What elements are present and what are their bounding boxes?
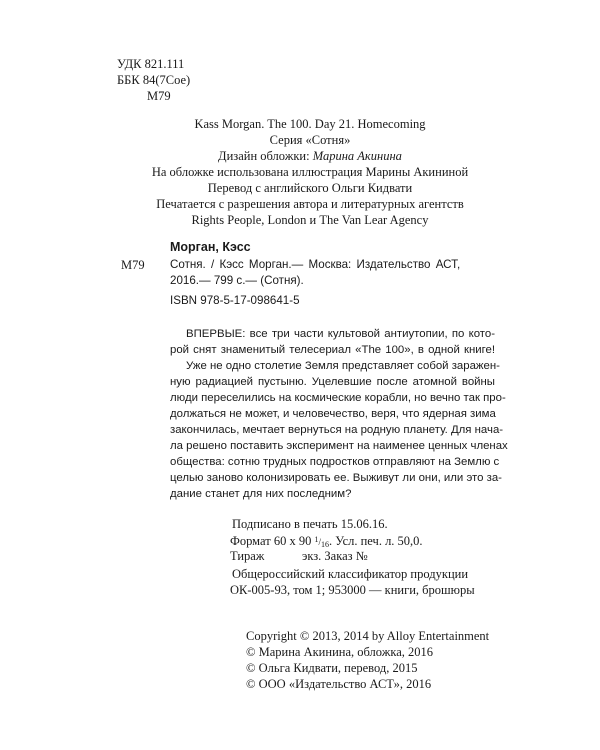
copyright-line: © ООО «Издательство АСТ», 2016 <box>246 677 432 691</box>
signed-date: Подписано в печать 15.06.16. <box>232 517 388 531</box>
original-title: Kass Morgan. The 100. Day 21. Homecoming <box>194 117 426 131</box>
isbn: ISBN 978-5-17-098641-5 <box>170 294 300 307</box>
illustration-credit: На обложке использована иллюстрация Марины Акининой <box>151 165 469 179</box>
copyright-line: © Ольга Кидвати, перевод, 2015 <box>246 661 418 675</box>
catalog-entry-line-1: Сотня. / Кэсс Морган.— Москва: Издательство АСТ, <box>170 258 461 271</box>
permission-line-2: Rights People, London и The Van Lear Agency <box>191 213 429 227</box>
format-prefix: Формат 60 х 90 <box>230 534 315 548</box>
cover-design <box>117 148 503 164</box>
annotation-line: люди переселились на космические корабли, но вечно так про- <box>170 392 506 404</box>
publication-info <box>230 516 423 564</box>
annotation-line: общества: сотню трудных подростков отправляют на Землю с <box>170 456 500 468</box>
permission-line-1: Печатается с разрешения автора и литературных агентств <box>156 197 464 211</box>
catalog-entry-line-2: 2016.— 799 с.— (Сотня). <box>170 274 304 287</box>
catalog-author-mark: М79 <box>121 258 145 272</box>
annotation-line: рой снят знаменитый телесериал «The 100», в одной книге! <box>170 344 495 356</box>
annotation-line: дание станет для них последним? <box>170 488 352 500</box>
print-run: Тираж экз. Заказ № <box>230 549 368 563</box>
format-numerator: 1 <box>314 535 319 544</box>
catalog-author-heading: Морган, Кэсс <box>170 240 251 254</box>
cover-design-label: Дизайн обложки: <box>218 149 313 163</box>
classification-codes <box>117 56 190 104</box>
copyright-line: © Марина Акинина, обложка, 2016 <box>246 645 434 659</box>
classifier-line-1: Общероссийский классификатор продукции <box>232 567 469 581</box>
annotation-line: Уже не одно столетие Земля представляет собой заражен- <box>186 360 500 372</box>
annotation-line: целью заново колонизировать ее. Выживут ли они, или это за- <box>170 472 502 484</box>
annotation-line: ла решено поставить эксперимент на наименее ценных членах <box>170 440 508 452</box>
credits-block <box>117 116 503 228</box>
annotation-line: ВПЕРВЫЕ: все три части культовой антиутопии, по кото- <box>186 328 495 340</box>
annotation <box>170 326 508 502</box>
copyright-line: Copyright © 2013, 2014 by Alloy Entertainment <box>246 629 490 643</box>
format-suffix: . Усл. печ. л. 50,0. <box>328 534 423 548</box>
classifier-line-2: ОК-005-93, том 1; 953000 — книги, брошюры <box>230 583 475 597</box>
bbk-code: ББК 84(7Сое) <box>117 73 191 87</box>
annotation-line: должаться не может, и человечество, веря, что ядерная зима <box>170 408 496 420</box>
cover-designer-name: Марина Акинина <box>312 149 402 163</box>
product-classifier <box>230 566 475 598</box>
copyright-block <box>246 628 489 692</box>
series-name: Серия «Сотня» <box>269 133 351 147</box>
annotation-line: закончилась, мечтает вернуться на родную планету. Для нача- <box>170 424 504 436</box>
format-denominator: 16 <box>320 540 329 549</box>
author-mark: М79 <box>147 89 171 103</box>
catalog-entry <box>170 257 495 289</box>
annotation-line: ную радиацией пустыню. Уцелевшие после атомной войны <box>170 376 495 388</box>
format-fraction: $^1/_{16}$ <box>314 535 329 549</box>
translation-credit: Перевод с английского Ольги Кидвати <box>207 181 413 195</box>
udk-code: УДК 821.111 <box>117 57 185 71</box>
format-line <box>230 532 423 548</box>
